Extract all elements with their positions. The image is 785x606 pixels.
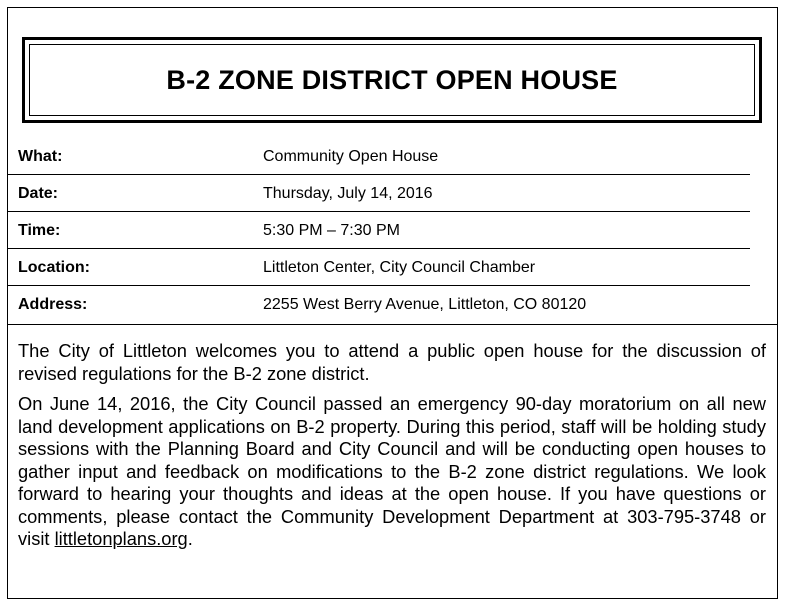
title-box xyxy=(22,37,762,123)
detail-value-what: Community Open House xyxy=(263,148,439,165)
detail-value-time: 5:30 PM – 7:30 PM xyxy=(263,222,400,239)
detail-value-date: Thursday, July 14, 2016 xyxy=(263,185,433,202)
detail-row-location xyxy=(8,249,750,286)
title-box-inner xyxy=(29,44,755,116)
closing-period: . xyxy=(187,528,193,549)
body-text xyxy=(18,340,766,559)
detail-value-location: Littleton Center, City Council Chamber xyxy=(263,259,536,276)
detail-label-what: What: xyxy=(18,148,63,165)
event-details xyxy=(8,138,750,323)
detail-label-date: Date: xyxy=(18,185,59,202)
body-paragraph-2 xyxy=(18,393,766,551)
website-link[interactable]: littletonplans.org xyxy=(54,528,188,549)
detail-row-time xyxy=(8,212,750,249)
detail-row-date xyxy=(8,175,750,212)
body-paragraph-1: The City of Littleton welcomes you to attend a public open house for the discussion of revised regulations for the B-2 zone district. xyxy=(18,340,766,384)
section-divider xyxy=(8,324,778,325)
page-title: B-2 ZONE DISTRICT OPEN HOUSE xyxy=(166,64,618,95)
detail-row-address xyxy=(8,286,750,323)
detail-value-address: 2255 West Berry Avenue, Littleton, CO 80120 xyxy=(263,296,587,313)
body-paragraph-2-text: On June 14, 2016, the City Council passed an emergency 90-day moratorium on all new land development applications on B-2 property. During this period, staff will be holding study sessions with the Planning Board and City Council and will be conducting open houses to gather input and feedback on modifications to the B-2 zone district regulations. We look forward to hearing your thoughts and ideas at the open house. If you have questions or comments, please contact the Community Development Department at 303-795-3748 or visit xyxy=(18,393,766,549)
detail-label-address: Address: xyxy=(18,296,88,313)
detail-row-what xyxy=(8,138,750,175)
detail-label-time: Time: xyxy=(18,222,61,239)
detail-label-location: Location: xyxy=(18,259,90,276)
